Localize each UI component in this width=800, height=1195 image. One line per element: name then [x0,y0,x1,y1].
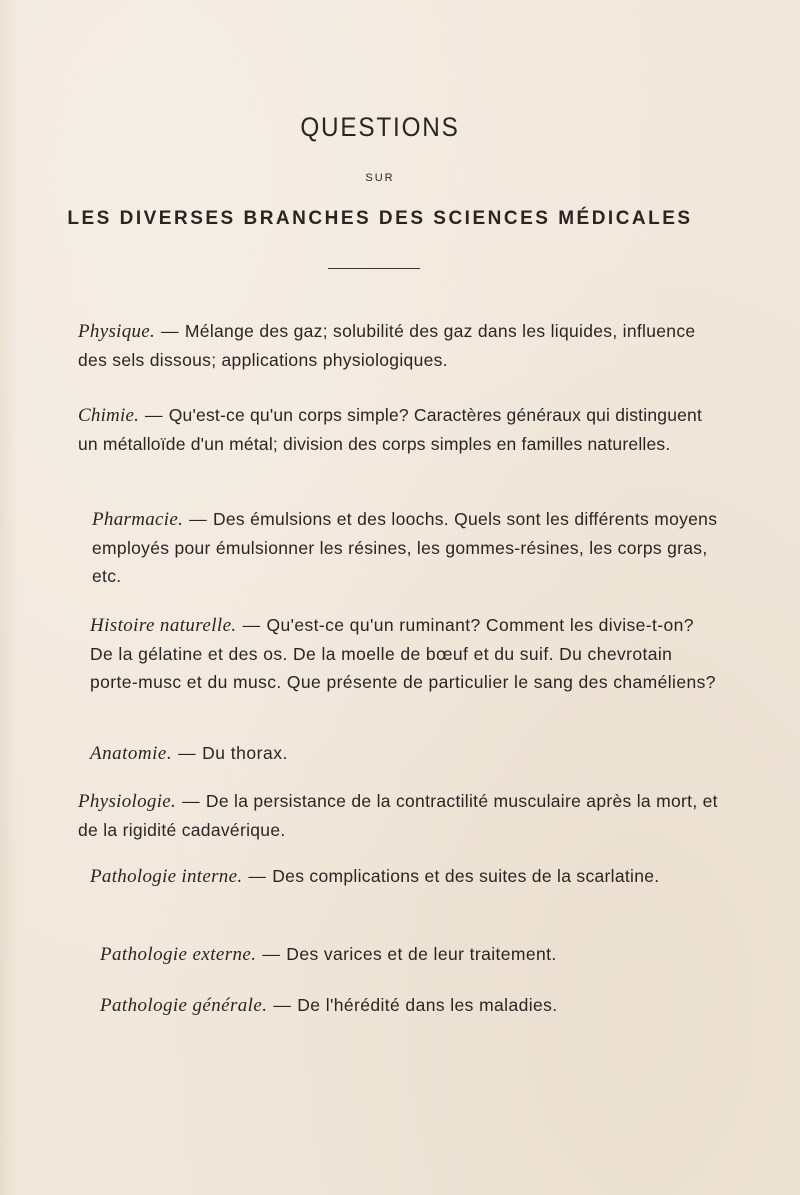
entry-text: Qu'est-ce qu'un corps simple? Caractères généraux qui distinguent un métalloïde d'un métal; division des corps simples en familles naturelles. [78,405,703,454]
entry-text: Des complications et des suites de la scarlatine. [272,866,660,886]
section-divider [328,268,420,269]
entry-pathologie-externe [78,940,740,969]
entry-text: Mélange des gaz; solubilité des gaz dans les liquides, influence des sels dissous; applications physiologiques. [78,321,696,370]
entry-heading: Pathologie générale. [100,995,268,1016]
entry-pathologie-interne [78,862,718,891]
entry-physiologie [78,787,718,844]
page-subtitle: LES DIVERSES BRANCHES DES SCIENCES MÉDICALES [67,208,693,229]
entry-dash: — [161,321,179,341]
entry-heading: Chimie. [78,405,140,426]
entry-pharmacie [78,505,718,590]
entry-heading: Physique. [78,321,156,342]
entry-text: Des émulsions et des loochs. Quels sont les différents moyens employés pour émulsionner les résines, les gommes-résines, les corps gras, etc. [92,509,718,586]
entry-histoire-naturelle [78,611,718,696]
entry-pathologie-generale [78,991,740,1020]
entry-dash: — [189,509,207,529]
entry-dash: — [182,791,200,811]
entry-dash: — [145,405,163,425]
entry-dash: — [262,944,281,964]
entry-chimie [78,401,718,458]
entry-dash: — [248,866,267,886]
entry-anatomie [78,739,730,768]
entry-heading: Pharmacie. [92,509,184,530]
entry-dash: — [178,743,197,763]
entry-heading: Anatomie. [90,743,173,764]
entry-dash: — [242,615,261,635]
entry-heading: Pathologie externe. [100,944,257,965]
entry-text: De la persistance de la contractilité musculaire après la mort, et de la rigidité cadavérique. [78,791,718,840]
entry-heading: Physiologie. [78,791,177,812]
entry-text: Des varices et de leur traitement. [286,944,557,964]
entry-physique [78,317,718,374]
entry-text: Qu'est-ce qu'un ruminant? Comment les divise-t-on? De la gélatine et des os. De la moelle de bœuf et du suif. Du chevrotain porte-musc et du musc. Que présente de particulier le sang des chaméliens? [90,615,716,692]
entry-dash: — [273,995,292,1015]
entry-text: Du thorax. [202,743,288,763]
page-title: QUESTIONS [300,112,460,142]
entry-heading: Pathologie interne. [90,866,243,887]
entry-text: De l'hérédité dans les maladies. [297,995,558,1015]
entry-heading: Histoire naturelle. [90,615,237,636]
title-connector: SUR [365,172,395,184]
